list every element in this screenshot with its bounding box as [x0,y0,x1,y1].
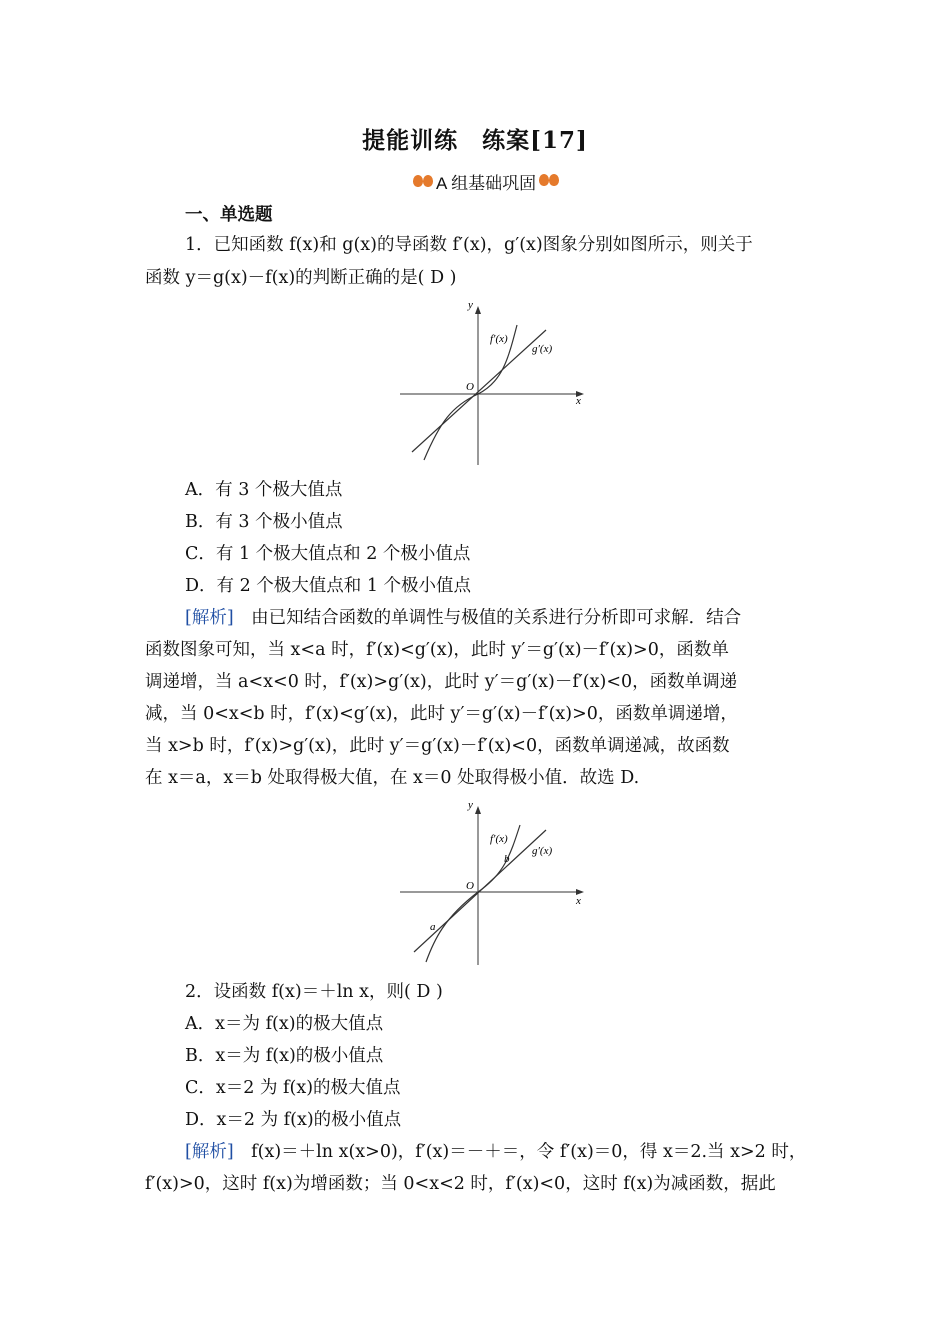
q1-analysis-line3: 调递增，当 a<x<0 时，f′(x)>g′(x)，此时 y′＝g′(x)－f′(x)<0，函数单调递 [145,672,738,692]
b-point-label: b [504,853,510,865]
q1-option-c: C．有 1 个极大值点和 2 个极小值点 [185,544,471,564]
g-prime-label: g′(x) [532,845,553,857]
q2-analysis-line1 [185,1140,806,1164]
y-axis-arrow-icon [475,806,481,814]
group-heading-text: A 组基础巩固 [436,173,537,193]
group-heading [412,168,560,194]
derivative-graph-1 [400,300,590,465]
q2-option-a: A．x＝为 f(x)的极大值点 [185,1014,384,1034]
f-prime-label: f′(x) [490,333,508,345]
q2-option-c: C．x＝2 为 f(x)的极大值点 [185,1078,401,1098]
q2-analysis-text-1: f(x)＝＋ln x(x>0)，f′(x)＝－＋＝，令 f′(x)＝0，得 x＝2.当 x>2 时， [251,1142,807,1162]
page-title: 提能训练 练案[17] [362,127,588,154]
q1-stem-line1: 1．已知函数 f(x)和 g(x)的导函数 f′(x)，g′(x)图象分别如图所示，则关于 [185,235,753,255]
q1-stem-line2: 函数 y＝g(x)－f(x)的判断正确的是( D ) [145,268,457,288]
q1-option-a: A．有 3 个极大值点 [185,480,343,500]
q1-analysis-text-1: 由已知结合函数的单调性与极值的关系进行分析即可求解．结合 [251,608,742,628]
close-quote-icon [538,170,560,192]
g-prime-label: g′(x) [532,343,553,355]
f-prime-label: f′(x) [490,833,508,845]
q1-option-b: B．有 3 个极小值点 [185,512,343,532]
open-quote-icon [412,170,434,192]
q2-analysis-tag: [解析] [185,1142,234,1162]
x-axis-label: x [576,395,581,407]
origin-label: O [466,381,474,393]
x-axis-label: x [576,895,581,907]
y-axis-label: y [468,300,473,311]
section-heading: 一、单选题 [185,204,273,224]
q1-analysis-line4: 减，当 0<x<b 时，f′(x)<g′(x)，此时 y′＝g′(x)－f′(x)>0，函数单调递增， [145,704,738,724]
q1-analysis-line5: 当 x>b 时，f′(x)>g′(x)，此时 y′＝g′(x)－f′(x)<0，函数单调递减，故函数 [145,736,730,756]
derivative-graph-2 [400,800,590,970]
q1-option-d: D．有 2 个极大值点和 1 个极小值点 [185,576,472,596]
q2-stem: 2．设函数 f(x)＝＋ln x，则( D ) [185,982,443,1002]
q2-option-d: D．x＝2 为 f(x)的极小值点 [185,1110,402,1130]
q1-analysis-line6: 在 x＝a，x＝b 处取得极大值，在 x＝0 处取得极小值．故选 D. [145,768,640,788]
q1-analysis-line1 [185,606,741,630]
f-prime-curve [426,825,520,962]
g-prime-line [412,330,546,452]
y-axis-label: y [468,800,473,811]
q1-analysis-tag: [解析] [185,608,234,628]
q2-option-b: B．x＝为 f(x)的极小值点 [185,1046,384,1066]
a-point-label: a [430,921,436,933]
q2-analysis-line2: f′(x)>0，这时 f(x)为增函数；当 0<x<2 时，f′(x)<0，这时 f(x)为减函数，据此 [145,1174,776,1194]
origin-label: O [466,880,474,892]
y-axis-arrow-icon [475,306,481,314]
q1-analysis-line2: 函数图象可知，当 x<a 时，f′(x)<g′(x)，此时 y′＝g′(x)－f′(x)>0，函数单 [145,640,729,660]
